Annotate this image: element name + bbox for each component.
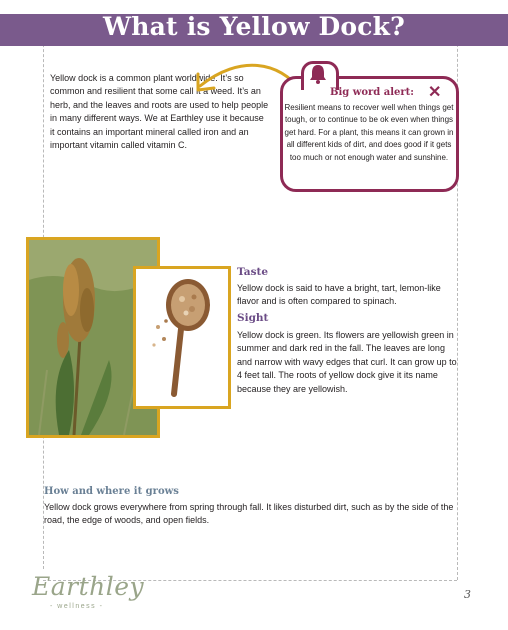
logo-subtext-label: wellness <box>57 603 97 610</box>
page-number: 3 <box>464 588 471 601</box>
alert-title: Big word alert: <box>330 87 414 98</box>
earthley-logo: Earthley <box>32 572 145 601</box>
sight-heading: Sight <box>237 312 269 324</box>
dried-root-spoon-photo <box>133 266 231 409</box>
bell-icon <box>309 64 327 84</box>
grows-paragraph: Yellow dock grows everywhere from spring through fall. It likes disturbed dirt, such as by the side of the road, the edge of woods, and open fields. <box>44 502 454 526</box>
grows-heading: How and where it grows <box>44 486 179 497</box>
taste-paragraph: Yellow dock is said to have a bright, tart, lemon-like flavor and is often compared to spinach. <box>237 283 441 307</box>
earthley-logo-subtext: - wellness - <box>50 603 104 610</box>
sight-paragraph: Yellow dock is green. Its flowers are yellowish green in summer and dark red in the fall. The leaves are long and narrow with wavy edges that curl. It can grow up to 4 feet tall. The roots of yellow dock give it its name because they are yellowish. <box>237 330 457 394</box>
taste-heading: Taste <box>237 266 269 278</box>
alert-text: Resilient means to recover well when things get tough, or to continue to be ok even when things get hard. For a plant, this means it can grown in all different kids of dirt, and does good if it gets too much or not enough water and sunshine. <box>284 103 454 162</box>
close-x-icon[interactable]: ✕ <box>428 84 442 101</box>
page-title: What is Yellow Dock? <box>103 12 405 41</box>
intro-paragraph: Yellow dock is a common plant worldwide. It’s so common and resilient that some call it a weed. It’s an herb, and the leaves and roots are used to help people in many different ways. We at Earthley use it because it contains an important mineral called iron and an important vitamin called vitamin C. <box>50 73 269 151</box>
spoon-illustration <box>136 269 228 406</box>
